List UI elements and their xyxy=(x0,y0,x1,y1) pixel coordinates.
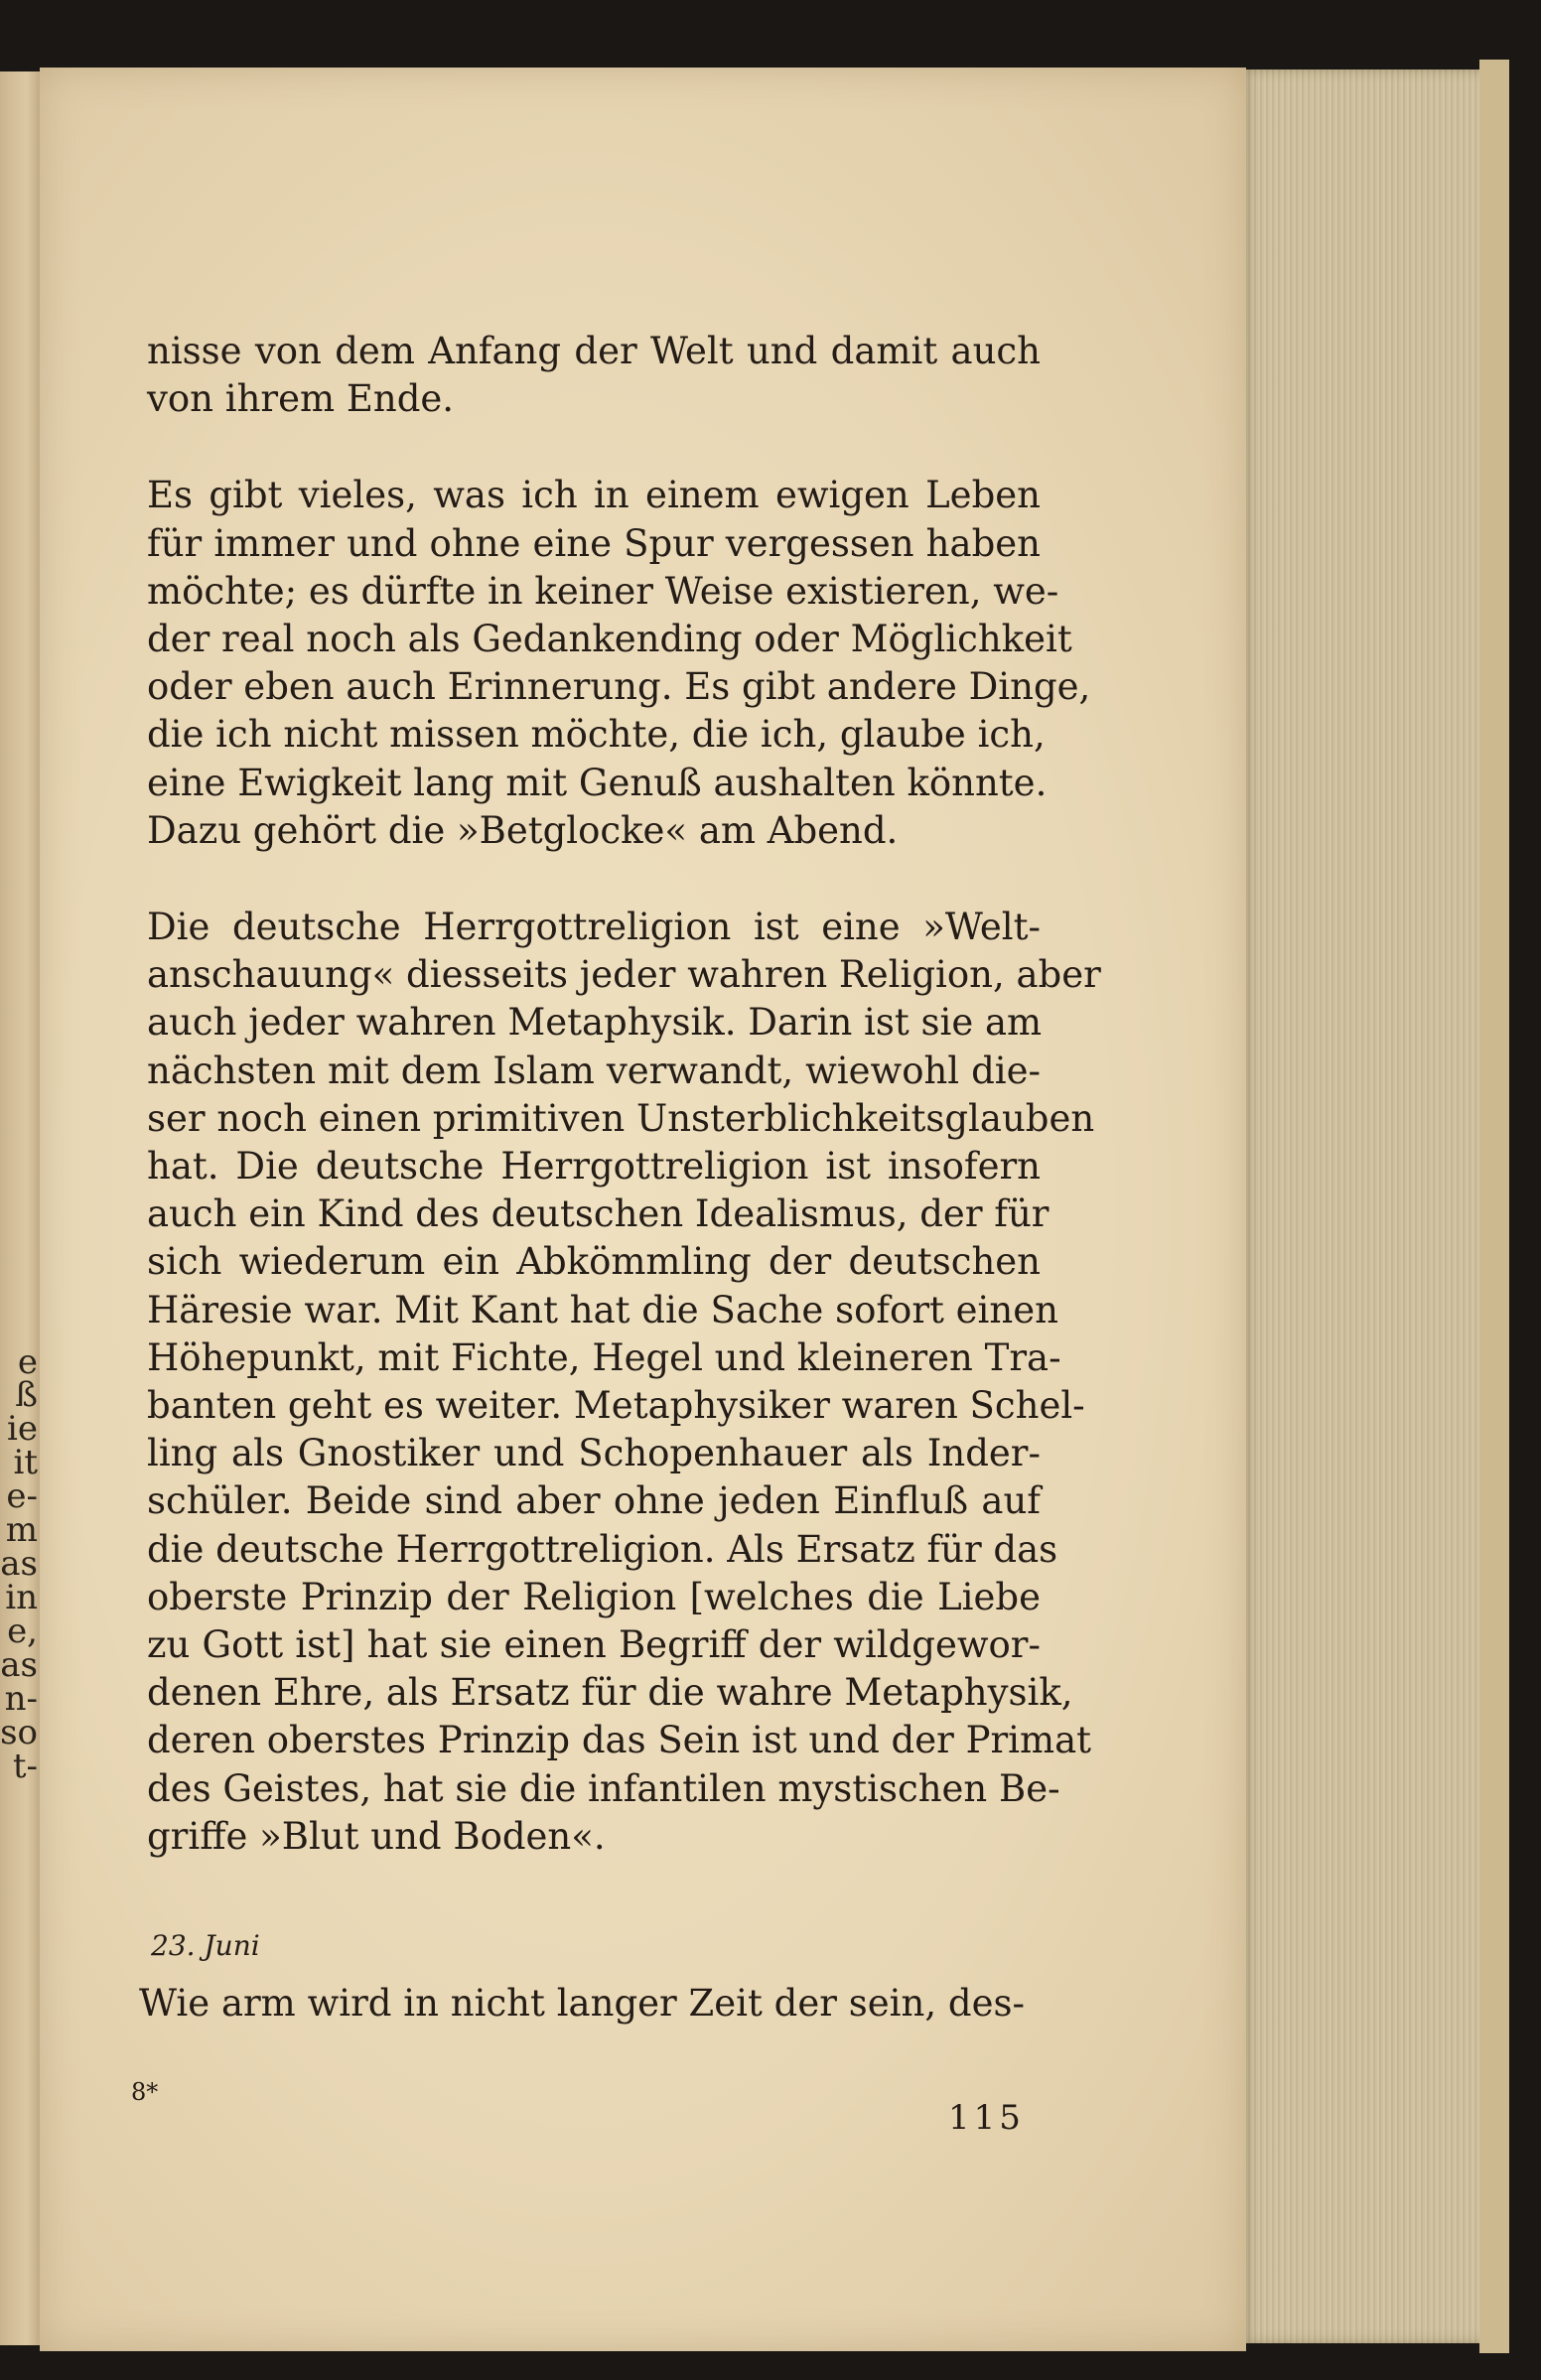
text-line: hat. Die deutsche Herrgottreligion ist insofern xyxy=(147,1145,1041,1189)
text-line: von ihrem Ende. xyxy=(147,377,455,421)
left-fragment: t- xyxy=(12,1747,38,1786)
left-fragment: as xyxy=(0,1544,38,1584)
date-heading: 23. Juni xyxy=(151,1929,260,1962)
text-line: ser noch einen primitiven Unsterblichkeitsglauben xyxy=(147,1096,1095,1140)
text-line: oberste Prinzip der Religion [welches die Liebe xyxy=(147,1575,1041,1618)
left-fragment: as xyxy=(0,1645,38,1685)
text-line: nisse von dem Anfang der Welt und damit auch xyxy=(147,330,1041,372)
text-line: oder eben auch Erinnerung. Es gibt andere Dinge, xyxy=(147,665,1091,709)
left-fragment: so xyxy=(0,1713,38,1752)
left-fragment: it xyxy=(13,1443,38,1482)
text-line: auch ein Kind des deutschen Idealismus, der für xyxy=(147,1192,1050,1236)
left-fragment: m xyxy=(5,1510,38,1550)
left-fragment: ß xyxy=(15,1375,38,1415)
text-line: griffe »Blut und Boden«. xyxy=(147,1814,606,1858)
text-line: eine Ewigkeit lang mit Genuß aushalten könnte. xyxy=(147,761,1048,804)
left-fragment: in xyxy=(5,1578,38,1617)
text-line: anschauung« diesseits jeder wahren Religion, aber xyxy=(147,953,1101,997)
body-text xyxy=(147,328,1101,1909)
left-page-fragments xyxy=(0,71,44,2345)
text-line: nächsten mit dem Islam verwandt, wiewohl die- xyxy=(147,1049,1041,1092)
signature-mark: 8* xyxy=(131,2078,159,2106)
text-line: für immer und ohne eine Spur vergessen haben xyxy=(147,521,1041,565)
book-page xyxy=(40,68,1246,2351)
text-line: denen Ehre, als Ersatz für die wahre Metaphysik, xyxy=(147,1671,1073,1715)
left-fragment: ie xyxy=(7,1409,38,1449)
text-line: zu Gott ist] hat sie einen Begriff der wildgewor- xyxy=(147,1623,1041,1667)
text-line: Häresie war. Mit Kant hat die Sache sofort einen xyxy=(147,1288,1058,1331)
text-line: möchte; es dürfte in keiner Weise existieren, we- xyxy=(147,569,1059,613)
cover-edge xyxy=(1479,60,1509,2353)
paragraph-3 xyxy=(147,904,1101,1861)
text-line: des Geistes, hat sie die infantilen mystischen Be- xyxy=(147,1766,1060,1810)
paragraph-2 xyxy=(147,472,1091,855)
text-line: ling als Gnostiker und Schopenhauer als Inder- xyxy=(147,1432,1041,1475)
text-line: banten geht es weiter. Metaphysiker waren Schel- xyxy=(147,1384,1085,1428)
text-line: der real noch als Gedankending oder Möglichkeit xyxy=(147,618,1072,661)
text-line: deren oberstes Prinzip das Sein ist und der Primat xyxy=(147,1719,1091,1762)
left-fragment: n- xyxy=(4,1679,38,1719)
text-line: Höhepunkt, mit Fichte, Hegel und kleineren Tra- xyxy=(147,1335,1061,1379)
text-line: Dazu gehört die »Betglocke« am Abend. xyxy=(147,808,899,852)
text-line: Die deutsche Herrgottreligion ist eine »Welt- xyxy=(147,906,1041,949)
left-page-edge xyxy=(0,71,44,2345)
page-block-edges xyxy=(1239,70,1485,2343)
paragraph-1 xyxy=(147,328,1041,423)
text-line: die ich nicht missen möchte, die ich, glaube ich, xyxy=(147,713,1046,757)
text-line: schüler. Beide sind aber ohne jeden Einfluß auf xyxy=(147,1479,1041,1523)
text-line: die deutsche Herrgottreligion. Als Ersatz für das xyxy=(147,1527,1058,1571)
text-line: Es gibt vieles, was ich in einem ewigen Leben xyxy=(147,474,1041,517)
page-number: 115 xyxy=(948,2098,1025,2138)
final-text-line: Wie arm wird in nicht langer Zeit der sein, des- xyxy=(139,1982,1025,2025)
text-line: auch jeder wahren Metaphysik. Darin ist sie am xyxy=(147,1001,1043,1045)
text-line: sich wiederum ein Abkömmling der deutschen xyxy=(147,1240,1041,1284)
left-fragment: e, xyxy=(7,1611,38,1651)
left-fragment: e xyxy=(17,1342,38,1382)
left-fragment: e- xyxy=(6,1476,38,1516)
